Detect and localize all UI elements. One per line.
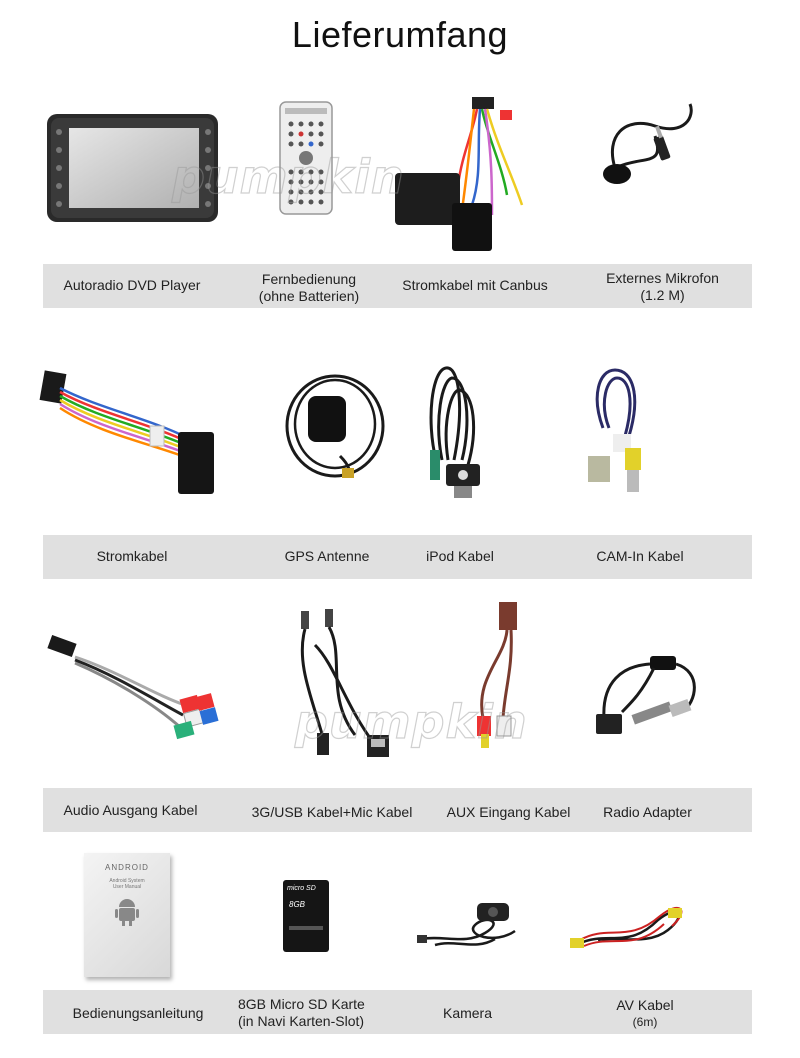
canbus-power-cable-image (392, 95, 537, 255)
camera-image (415, 895, 525, 955)
micro-sd-card-image (283, 880, 329, 952)
item-label: AUX Eingang Kabel (446, 804, 571, 820)
item-label: CAM-In Kabel (596, 548, 684, 564)
cam-in-cable-image (585, 366, 665, 496)
manual-line2: User Manual (112, 884, 142, 890)
item-label: GPS Antenne (284, 548, 370, 564)
item-sublabel: (6m) (632, 1015, 658, 1029)
label-camera (420, 1005, 515, 1022)
external-microphone-image (595, 96, 705, 188)
av-cable-image (568, 900, 693, 960)
watermark: pumpkin (172, 150, 405, 204)
label-microphone (580, 270, 745, 304)
label-dvd-player (43, 277, 221, 294)
item-label: AV Kabel (616, 997, 674, 1013)
label-micro-sd-card (238, 996, 403, 1030)
ipod-cable-image (424, 360, 484, 502)
label-radio-adapter (585, 804, 710, 821)
item-label: Stromkabel (96, 548, 168, 564)
item-label: 8GB Micro SD Karte (238, 996, 365, 1012)
item-label: 3G/USB Kabel+Mic Kabel (251, 804, 413, 820)
android-robot-icon (114, 897, 140, 927)
item-sublabel: (ohne Batterien) (258, 288, 360, 304)
label-user-manual (43, 1005, 233, 1022)
item-label: Externes Mikrofon (606, 270, 719, 286)
label-cam-in-cable (570, 548, 710, 565)
manual-brand: ANDROID (105, 863, 149, 872)
item-label: iPod Kabel (426, 548, 494, 564)
item-label: Autoradio DVD Player (63, 277, 201, 293)
power-cable-image (38, 368, 218, 503)
item-sublabel: (in Navi Karten-Slot) (238, 1013, 365, 1029)
item-sublabel: (1.2 M) (640, 287, 685, 303)
label-gps-antenna (252, 548, 402, 565)
item-label: Kamera (442, 1005, 493, 1021)
label-canbus-cable (390, 277, 560, 294)
gps-antenna-image (280, 366, 390, 484)
sd-capacity: 8GB (289, 900, 306, 909)
audio-output-cable-image (45, 635, 225, 740)
label-remote-control (230, 271, 388, 305)
item-label: Stromkabel mit Canbus (402, 277, 548, 293)
user-manual-image (84, 853, 170, 977)
label-av-cable (585, 997, 705, 1031)
label-audio-output-cable (43, 802, 218, 819)
item-label: Radio Adapter (603, 804, 692, 820)
label-ipod-cable (400, 548, 520, 565)
watermark: pumpkin (295, 695, 528, 749)
page-title: Lieferumfang (291, 14, 509, 55)
radio-adapter-image (592, 652, 707, 740)
item-label: Audio Ausgang Kabel (63, 802, 198, 818)
label-usb-mic-cable (232, 804, 432, 821)
item-label: Bedienungsanleitung (72, 1005, 204, 1021)
label-aux-input-cable (432, 804, 585, 821)
sd-brand: micro SD (287, 885, 316, 892)
manual-line1: Android System (109, 878, 145, 884)
label-power-cable (43, 548, 221, 565)
item-label: Fernbedienung (261, 271, 357, 287)
